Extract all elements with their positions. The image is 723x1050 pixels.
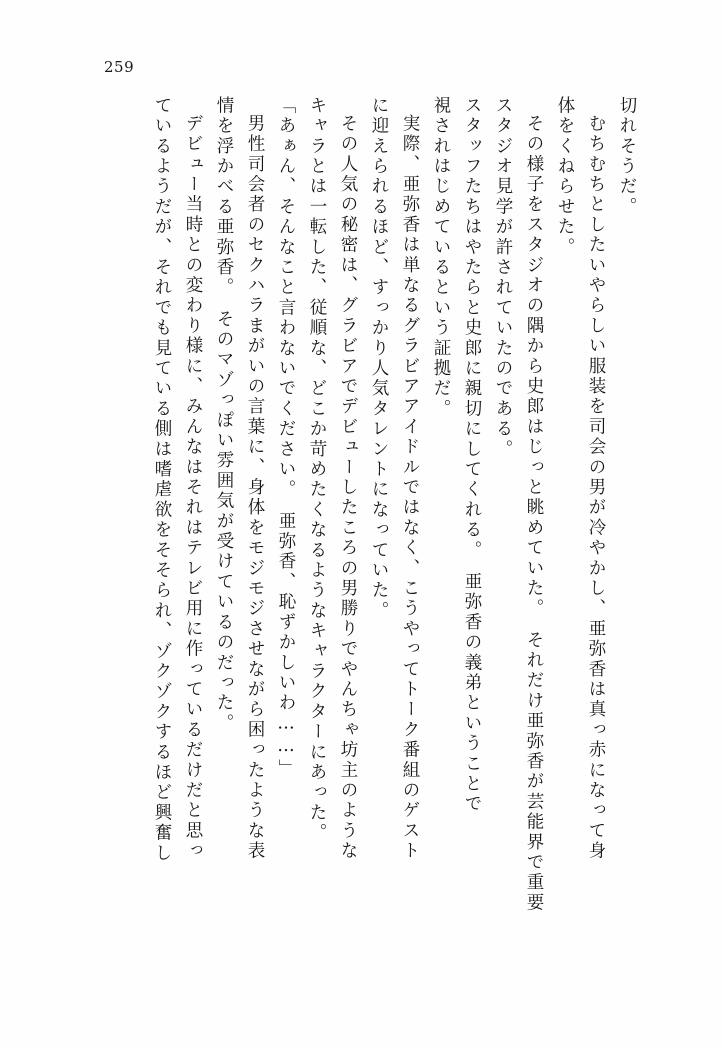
- text-line: スタジオ見学が許されていたのである。: [493, 96, 513, 460]
- text-line: むちむちとしたいやらしい服装を司会の男が冷やかし、亜弥香は真っ赤になって身: [586, 114, 606, 862]
- text-line: 視されはじめているという証拠だ。: [431, 96, 451, 420]
- text-line: 「あぁん、そんなこと言わないでください。 亜弥香、恥ずかしいわ……」: [276, 96, 296, 780]
- text-line: に迎えられるほど、すっかり人気タレントになっていた。: [369, 96, 389, 622]
- body-text-block: [75, 96, 635, 966]
- text-line: その様子をスタジオの隅から史郎はじっと眺めていた。 それだけ亜弥香が芸能界で重要: [524, 114, 544, 914]
- text-line: その人気の秘密は、グラビアでデビューしたころの男勝りでやんちゃ坊主のような: [338, 114, 358, 862]
- text-line: 情を浮かべる亜弥香。 そのマゾっぽい雰囲気が受けているのだった。: [214, 96, 234, 734]
- text-line: デビュー当時との変わり様に、みんなはそれはテレビ用に作っているだけだと思っ: [183, 114, 203, 862]
- text-line: 切れそうだ。: [617, 96, 637, 218]
- text-line: ているようだが、それでも見ている側は嗜虐欲をそそられ、ゾクゾクするほど興奮し: [152, 96, 172, 864]
- text-line: 体をくねらせた。: [555, 96, 575, 258]
- text-line: スタッフたちはやたらと史郎に親切にしてくれる。 亜弥香の義弟ということで: [462, 96, 482, 815]
- text-line: 男性司会者のセクハラまがいの言葉に、身体をモジモジさせながら困ったような表: [245, 114, 265, 862]
- text-line: 実際、亜弥香は単なるグラビアアイドルではなく、こうやってトーク番組のゲスト: [400, 114, 420, 862]
- text-line: キャラとは一転した、従順な、どこか苛めたくなるようなキャラクターにあった。: [307, 96, 327, 844]
- page-number: 259: [104, 58, 135, 76]
